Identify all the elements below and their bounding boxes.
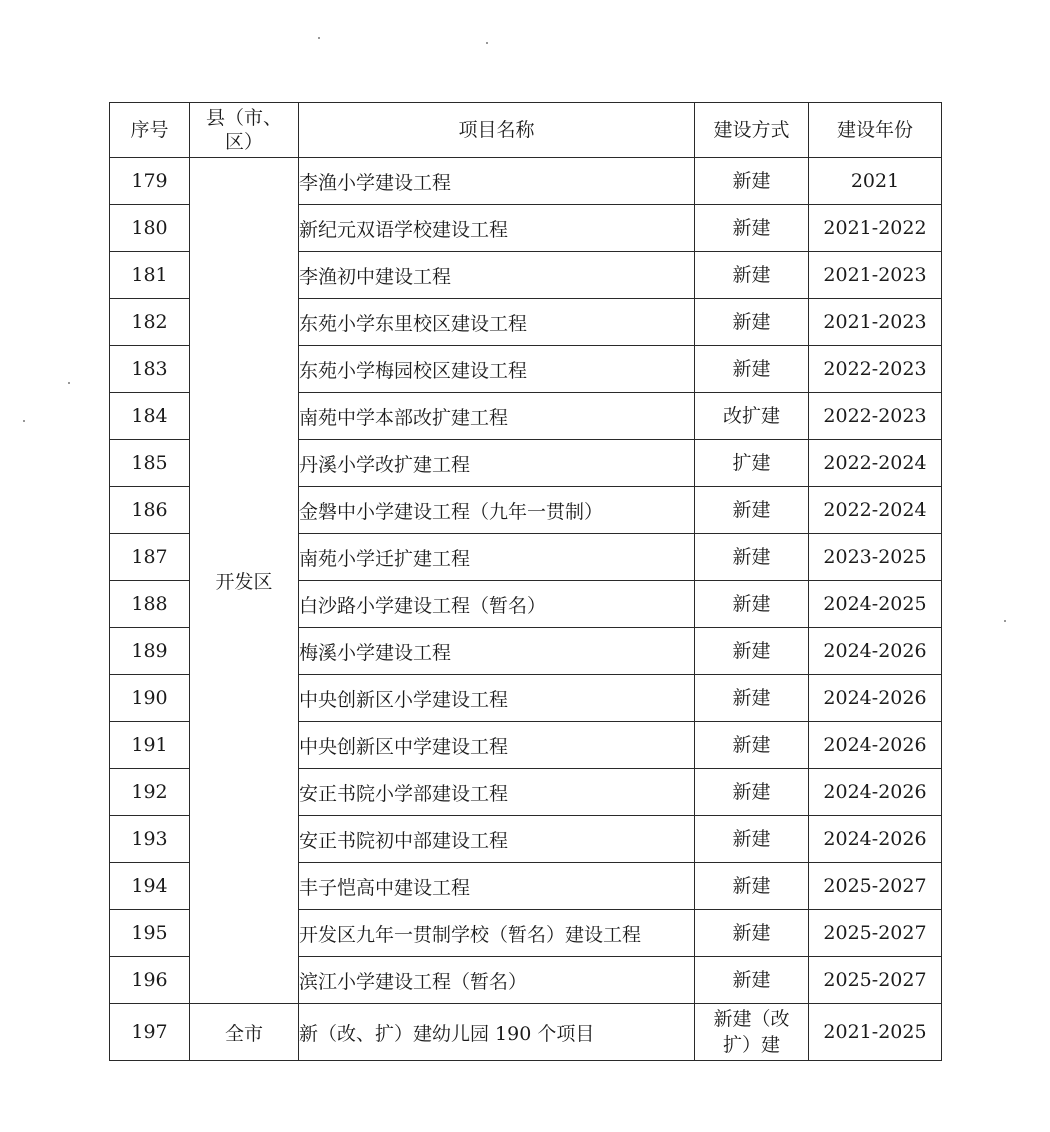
cell-year: 2022-2024 [809,487,942,534]
cell-seq: 189 [110,628,190,675]
cell-seq: 182 [110,299,190,346]
cell-seq: 180 [110,205,190,252]
cell-seq: 181 [110,252,190,299]
cell-method: 改扩建 [695,393,809,440]
cell-name: 李渔初中建设工程 [299,252,695,299]
cell-seq: 196 [110,957,190,1004]
header-row [110,103,942,158]
scan-speck [486,42,488,44]
cell-method: 新建 [695,722,809,769]
cell-name: 白沙路小学建设工程（暂名） [299,581,695,628]
cell-name: 丹溪小学改扩建工程 [299,440,695,487]
cell-name: 中央创新区中学建设工程 [299,722,695,769]
scan-speck [23,420,25,422]
cell-method: 新建 [695,581,809,628]
cell-method: 新建 [695,628,809,675]
cell-seq: 194 [110,863,190,910]
cell-year: 2024-2026 [809,816,942,863]
cell-year: 2024-2026 [809,675,942,722]
cell-method: 新建 [695,863,809,910]
cell-name: 中央创新区小学建设工程 [299,675,695,722]
table-row-citywide [110,1004,942,1061]
cell-seq: 188 [110,581,190,628]
cell-method: 扩建 [695,440,809,487]
cell-name: 安正书院初中部建设工程 [299,816,695,863]
cell-method: 新建 [695,252,809,299]
cell-year: 2022-2023 [809,346,942,393]
cell-name: 新（改、扩）建幼儿园 190 个项目 [299,1004,695,1061]
cell-seq: 192 [110,769,190,816]
cell-year: 2022-2023 [809,393,942,440]
cell-seq: 193 [110,816,190,863]
cell-year: 2021-2023 [809,252,942,299]
cell-name: 丰子恺高中建设工程 [299,863,695,910]
cell-seq: 179 [110,158,190,205]
cell-name: 开发区九年一贯制学校（暂名）建设工程 [299,910,695,957]
cell-method: 新建 [695,158,809,205]
cell-name: 安正书院小学部建设工程 [299,769,695,816]
scan-speck [68,382,70,384]
cell-year: 2024-2025 [809,581,942,628]
header-name: 项目名称 [299,103,695,158]
cell-county: 全市 [190,1004,299,1061]
cell-name: 南苑中学本部改扩建工程 [299,393,695,440]
cell-method: 新建 [695,534,809,581]
cell-year: 2024-2026 [809,628,942,675]
cell-name: 新纪元双语学校建设工程 [299,205,695,252]
cell-seq: 184 [110,393,190,440]
cell-name: 梅溪小学建设工程 [299,628,695,675]
cell-year: 2021-2022 [809,205,942,252]
scan-speck [318,37,320,39]
cell-method: 新建 [695,910,809,957]
cell-seq: 183 [110,346,190,393]
table-row [110,158,942,205]
cell-method: 新建 [695,769,809,816]
cell-seq: 191 [110,722,190,769]
cell-seq: 197 [110,1004,190,1061]
cell-name: 金磐中小学建设工程（九年一贯制） [299,487,695,534]
cell-seq: 190 [110,675,190,722]
table-body [110,158,942,1061]
cell-year: 2021-2023 [809,299,942,346]
cell-method: 新建 [695,205,809,252]
cell-year: 2025-2027 [809,910,942,957]
cell-year: 2022-2024 [809,440,942,487]
cell-year: 2025-2027 [809,863,942,910]
cell-year: 2024-2026 [809,722,942,769]
cell-name: 东苑小学梅园校区建设工程 [299,346,695,393]
cell-method: 新建 [695,487,809,534]
cell-method: 新建 [695,675,809,722]
header-method: 建设方式 [695,103,809,158]
cell-name: 李渔小学建设工程 [299,158,695,205]
cell-seq: 186 [110,487,190,534]
cell-name: 滨江小学建设工程（暂名） [299,957,695,1004]
cell-seq: 187 [110,534,190,581]
cell-seq: 195 [110,910,190,957]
cell-name: 东苑小学东里校区建设工程 [299,299,695,346]
cell-year: 2023-2025 [809,534,942,581]
cell-name: 南苑小学迁扩建工程 [299,534,695,581]
cell-year: 2021 [809,158,942,205]
header-seq: 序号 [110,103,190,158]
cell-method: 新建 [695,299,809,346]
cell-year: 2024-2026 [809,769,942,816]
cell-seq: 185 [110,440,190,487]
header-year: 建设年份 [809,103,942,158]
cell-year: 2025-2027 [809,957,942,1004]
cell-method: 新建 [695,816,809,863]
cell-method: 新建 [695,346,809,393]
header-county: 县（市、区） [190,103,299,158]
scan-speck [1004,620,1006,622]
cell-year: 2021-2025 [809,1004,942,1061]
cell-method: 新建 [695,957,809,1004]
cell-method: 新建（改扩）建 [695,1004,809,1061]
cell-county-group: 开发区 [190,158,299,1004]
project-table [109,102,942,1061]
